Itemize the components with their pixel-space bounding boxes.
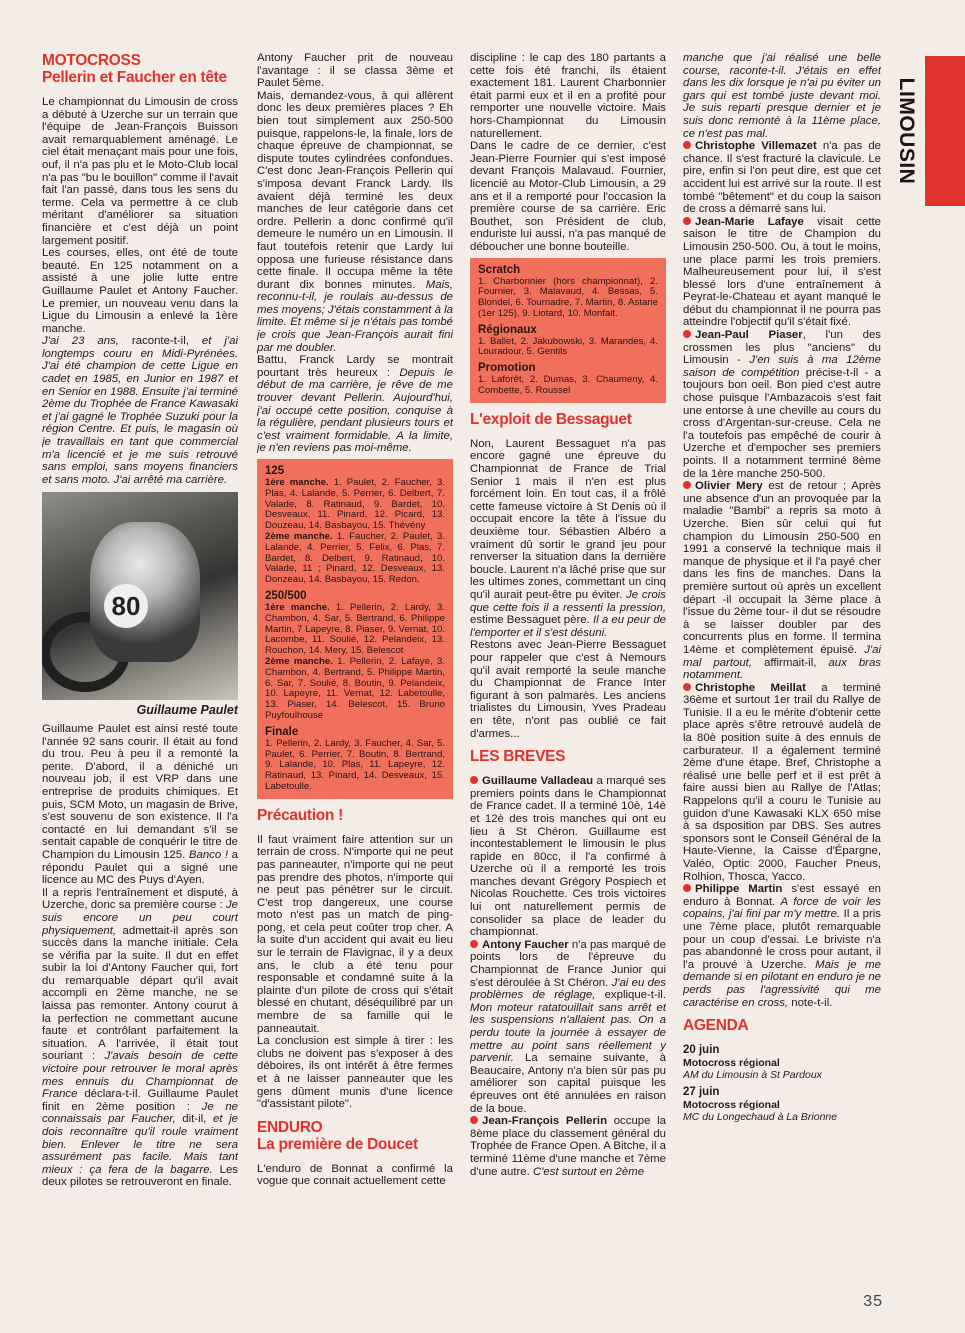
breve-item: Philippe Martin s'est essayé en enduro à Bonnat. A force de voir les copains, j'ai fini par m'y mettre. Il a pris une 7ème place, plutôt remarquable pour un coup d'essai. Le briviste n'a pas abandonné le cross pour autant, il l'a prouvé à Uzerche. Mais je me demande si en pilotant en enduro je ne perds pas l'agressivité qui me caractérise en cross, note-t-il.: [683, 883, 881, 1009]
paragraph: manche que j'ai réalisé une belle course, raconte-t-il. J'étais en effet dans les dix lorsque je n'ai pu éviter un gars qui est tombé juste devant moi. Je suis reparti presque dernier et je suis donc remonté à la 11ème place, ce n'est pas mal.: [683, 52, 881, 140]
section-color-tab: [925, 56, 965, 206]
breve-item: Guillaume Valladeau a marqué ses premiers points dans le Championnat de France cadet. Il a terminé 10è, 14è et 12è des trois manches qui ont eu lieu à St Chéron. Guillaume est incontestablement le limousin le plus rapide en 80cc, il l'a confirmé à Uzerche où il a remporté les trois manches devant Grégory Pospiech et Nicolas Rouchette. Ces trois victoires lui ont naturellement permis de consolider sa place de leader du championnat.: [470, 775, 666, 939]
paragraph: Le championnat du Limousin de cross a débuté à Uzerche sur un terrain que l'équipe de Jean-François Buisson avait remarquablement aménagé. Le ciel était menaçant mais pour une fois, ouf, il n'a pas plu et le Moto-Club local n'a pas "bu le bouillon" comme il l'avait fait l'an passé, dans tous les sens du terme. Cela va permettre à ce club méritant d'améliorer sa situation financière et c'est déjà un point largement positif.: [42, 96, 238, 247]
results-heading-promotion: Promotion: [478, 362, 536, 375]
bullet-icon: [683, 481, 691, 489]
enduro-kicker: ENDURO: [257, 1118, 323, 1136]
breve-item: Christophe Villemazet n'a pas de chance. Il s'est fracturé la clavicule. Le pire, enfin si l'on peut dire, est que cet accident lui est arrivé sur la route. Il est tombé "bêtement" et du coup la saison de cross a démarré sans lui.: [683, 140, 881, 216]
motocross-title: Pellerin et Faucher en tête: [42, 69, 227, 86]
motocross-kicker: MOTOCROSS: [42, 52, 141, 69]
bullet-icon: [683, 884, 691, 892]
bullet-icon: [683, 141, 691, 149]
agenda-headline: AGENDA: [683, 1017, 749, 1035]
breve-item: Jean-Marie Lafaye visait cette saison le titre de Champion du Limousin 250-500. Ou, à tout le moins, une place parmi les trois premiers. Malheureusement pour lui, il s'est blessé lors d'une entraînement à Peyrat-le-Chateau et ayant manqué le début du championnat il ne pourra pas atteindre l'objectif qu'il s'était fixé.: [683, 215, 881, 329]
section-label: LIMOUSIN: [895, 77, 918, 185]
paragraph: Il a repris l'entraînement et disputé, à Uzerche, donc sa première course : Je suis encore un peu court physiquement, admettait-il après son succès dans la manche initiale. Cela se vérifia par la suite. Il dut en effet subir la loi d'Antony Faucher qui, fort du remarquable départ qu'il avait accompli en 2ème manche, ne se laissa pas remonter. Antony courut à la perfection ne commettant aucune faute et contrôlant parfaitement la situation. A l'arrivée, il était tout souriant : J'avais besoin de cette victoire pour retrouver le moral après mes ennuis du Championnat de France déclara-t-il. Guillaume Paulet finit en 2ème position : Je ne connaissais par Faucher, dit-il, et je dois reconnaître qu'il roule vraiment bien. Enlever le titre ne sera assurément pas facile. Mais tant mieux : ça fera de la bagarre. Les deux pilotes se retrouveront en finale.: [42, 886, 238, 1189]
results-line: 1ère manche. 1. Pellerin, 2. Lardy, 3. Chambon, 4. Sar, 5. Bertrand, 6. Philippe Martin, 7 Lapeyre, 8. Piaser, 9. Vernat, 10. Lacombe, 11. Soulié, 12. Pelandeix, 13. Rouchon, 14. Mery, 15. Belescot: [265, 601, 445, 657]
agenda-place: MC du Longechaud à La Brionne: [683, 1111, 838, 1124]
results-heading-regionaux: Régionaux: [478, 323, 537, 336]
results-line: 1. Pellerin, 2. Lardy, 3. Faucher, 4. Sar, 5. Paulet, 6. Perrier, 7. Boutin, 8. Bertrand, 9. Lalande, 10. Plas, 11. Lapeyre, 12. Ratinaud, 13. Pinard, 14. Desveaux, 15. Labetoulle.: [265, 737, 445, 792]
bessaguet-headline: L'exploit de Bessaguet: [470, 410, 632, 428]
bullet-icon: [470, 940, 478, 948]
agenda-title: Motocross régional: [683, 1056, 780, 1069]
number-plate: 80: [104, 584, 148, 628]
paragraph: J'ai 23 ans, raconte-t-il, et j'ai longtemps couru en Midi-Pyrénées. J'ai été champion de cette Ligue en cadet en 1985, en Junior en 1987 et en Senior en 1988. Ensuite j'ai terminé 2ème du Trophée de France Kawasaki et j'ai gagné le Trophée Suzuki pour la région Centre. Et puis, le magasin où je travaillais en tant que commercial m'a licencié et je me suis retrouvé sans emploi, sans moyens financiers et sans moto. J'ai arrêté ma carrière.: [42, 335, 238, 486]
paragraph: Non, Laurent Bessaguet n'a pas encore gagné une épreuve du Championnat de France de Trial Senior 1 mais il n'en est plus forcément loin. En tout cas, il a frôlé cette fameuse victoire à St Denis où il occupait encore la tête à l'issue du deuxième tour. Sébastien Albéro a vraiment dû sortir le grand jeu pour renverser la situation dans la dernière boucle. Laurent n'a lâché prise que sur les ultimes zones, commettant un cinq qu'il aurait peut-être pu éviter. Je crois que cette fois il a ressenti la pression, estime Bessaguet père. Il a eu peur de l'emporter et il s'est désuni.: [470, 437, 666, 639]
results-heading-finale: Finale: [265, 725, 299, 738]
breve-item: Christophe Meillat a terminé 36ème et surtout 1er trail du Rallye de Tunisie. Il a eu le mérite d'obtenir cette place après s'être retrouvé audelà de la 80è position suite à des ennuis de carburateur. Il a également terminé 2ème d'une étape. Bref, Christophe a réalisé une belle perf et il est prêt à faire aussi bien au Rallye de l'Atlas; Rappelons qu'il a couru le Tunisie au guidon d'une Kawasaki KLX 650 mise à sa dsposition par DBS. Ses autres sponsors sont le Conseil Général de la Haute-Vienne, la Caisse d'Épargne, Valéo, Optic 2000, Faucher Pneus, Rolhion, Thoscа, Yacco.: [683, 681, 881, 883]
paragraph: Il faut vraiment faire attention sur un terrain de cross. N'importe qui ne peut pas panneauter, n'importe qui ne peut pas prendre des photos, n'importe qui ne peut pas pénétrer sur le circuit. C'est trop dangereux, une course moto n'est pas un match de ping-pong, et cela peut coûter trop cher. A la suite d'un accident qui avait eu lieu sur le terrain de Flavignac, il y a deux ans, le club a été tenu pour responsable et condamné suite à la plainte d'un pilote de cross qui s'était blessé en chutant, déséquilibré par un membre de sa famille qui le panneautait.: [257, 833, 453, 1035]
column-2: [257, 52, 453, 1309]
motocross-headline: [42, 52, 238, 86]
paragraph: discipline : le cap des 180 partants a cette fois été franchi, ils étaient exactement 181. Laurent Charbonnier était parmi eux et il en a profité pour remporter une nouvelle victoire. Mais hors-Championnat du Limousin naturellement.: [470, 52, 666, 140]
paragraph: Restons avec Jean-Pierre Bessaguet pour rappeler que c'est à Nemours qu'il avait remporté la seule manche du Championnat de France Inter figurant à son palmarès. Les anciens trialistes du Limousin, Yves Pradeau en tête, n'ont pas oublié ce fait d'armes...: [470, 639, 666, 740]
bullet-icon: [683, 330, 691, 338]
results-line: 1. Ballet, 2. Jakubowski, 3. Marandes, 4. Louradour, 5. Gentils: [478, 335, 658, 358]
page-number: 35: [863, 1293, 883, 1310]
breve-item: Jean-Paul Piaser, l'un des crossmen les plus "anciens" du Limousin - J'en suis à ma 12ème saison de compétition précise-t-il - a toujours bon oeil. Bon pied c'est autre chose puisque l'Ambazacois s'est fait une entorse à une cheville au cours du cross d'Argentan-sur-creuse. Cela ne l'a toutefois pas empêché de courir à Uzerche et d'empocher ses premiers points. Il a notamment terminé 8ème de la 1ère manche 250-500.: [683, 329, 881, 480]
results-line: 1. Laforêt, 2. Dumas, 3. Chaumeny, 4. Combette, 5. Roussel: [478, 374, 658, 397]
column-3: [470, 52, 666, 1309]
breve-item: Olivier Mery est de retour ; Après une absence d'un an provoquée par la maladie "Bambi" a repris sa moto à Uzerche. Bien sûr celui qui fut champion du Limousin 250-500 en 1991 a conservé la technique mais il manque de physique et il l'a payé cher dans les fins de manches. Dans la première surtout où après un excellent départ -il occupait la 3ème place à l'issue du 2ème tour- il dut se résoudre à se laisser doubler par des concurrents plus en forme. Il termina 14ème et complètement épuisé. J'ai mal partout, affirmait-il, aux bras notamment.: [683, 480, 881, 682]
photo-caption: Guillaume Paulet: [136, 703, 238, 718]
paragraph: Antony Faucher prit de nouveau l'avantage : il se classa 3ème et Paulet 5ème.: [257, 52, 453, 90]
paragraph: Guillaume Paulet est ainsi resté toute l'année 92 sans courir. Il était au fond du trou. Peu à peu il a remonté la pente. D'abord, il a déniché un nouveau job, il est VRP dans une entreprise de produits chimiques. Et puis, SCM Moto, un magasin de Brive, s'est souvenu de son existence. Il l'a contacté en lui demandant s'il se sentait capable de conquérir le titre de Champion du Limousin 125. Banco ! a répondu Paulet qui a signé une licence au MC des Puys d'Ayen.: [42, 723, 238, 887]
results-line: 2ème manche. 1. Faucher, 2. Paulet, 3. Lalande, 4. Perrier, 5. Felix, 6. Plas, 7. Bardet, 8. Delbert, 9. Ratinaud, 10. Valade, 11 ; Pinard, 12. Desveaux, 13. Donzeau, 14. Basbayou, 15. Redon.: [265, 530, 445, 586]
paragraph: Dans le cadre de ce dernier, c'est Jean-Pierre Fournier qui s'est imposé devant François Malavaud. Fournier, licencié au Motor-Club Limousin, a 29 ans et il a remporté pour l'occasion la première course de sa carrière. Eric Bouthet, son Président de club, enduriste lui aussi, n'a pas manqué de déboucher une bonne bouteille.: [470, 140, 666, 253]
paragraph: Les courses, elles, ont été de toute beauté. En 125 notamment on a assisté à une jolie lutte entre Guillaume Paulet et Antony Faucher. Le premier, un nouveau venu dans la Ligue du Limousin a enlevé la 1ère manche.: [42, 247, 238, 335]
agenda-place: AM du Limousin à St Pardoux: [683, 1069, 822, 1082]
results-heading-scratch: Scratch: [478, 263, 521, 276]
results-box-enduro: [470, 258, 666, 403]
agenda-date: 20 juin: [683, 1044, 720, 1057]
agenda-title: Motocross régional: [683, 1098, 780, 1111]
breve-item: Jean-François Pellerin occupe la 8ème place du classement général du Trophée de France Open. A Bitche, il a terminé 11ème d'une manche et 7ème d'une autre. C'est surtout en 2ème: [470, 1115, 666, 1178]
bullet-icon: [683, 217, 691, 225]
bullet-icon: [470, 776, 478, 784]
results-line: 1ère manche. 1. Paulet, 2. Faucher, 3. Plas, 4. Lalande, 5. Perrier, 6. Delbert, 7. Valade, 8. Ratinaud, 9. Bardet, 10. Desveaux, 11. Pinard, 12. Picard, 13. Douzeau, 14. Basbayou, 15. Thévény: [265, 477, 445, 532]
results-heading-250-500: 250/500: [265, 589, 307, 602]
rider-photo: [42, 492, 238, 700]
agenda-item: [683, 1086, 881, 1124]
paragraph: Mais, demandez-vous, à qui allèrent donc les deux premières places ? Eh bien tout simplement aux 250-500 puisque, rappelons-le, la finale, lors de chaque épreuve de championnat, se dispute toutes cylindrées confondues. C'est donc Jean-François Pellerin qui s'imposa devant Franck Lardy. Ils avaient déjà terminé les deux manches de leur catégorie dans cet ordre. Pellerin a donc confirmé qu'il demeure le numéro un en Limousin. Il faut toutefois retenir que Lardy lui opposa une furieuse résistance dans cette finale. Il occupa même la tête durant dix bonnes minutes. Mais, reconnu-t-il, je roulais au-dessus de mes moyens; J'étais constamment à la limite. Et même si je n'étais pas tombé je crois que Jean-François aurait fini par me doubler.: [257, 89, 453, 354]
column-4: [683, 52, 881, 1309]
breves-headline: LES BREVES: [470, 748, 566, 766]
results-box-motocross: [257, 459, 453, 799]
enduro-title: La première de Doucet: [257, 1135, 418, 1153]
agenda-date: 27 juin: [683, 1085, 720, 1098]
agenda-item: [683, 1044, 881, 1082]
paragraph: L'enduro de Bonnat a confirmé la vogue que connait actuellement cette: [257, 1162, 453, 1188]
bullet-icon: [470, 1116, 478, 1124]
results-line: 2ème manche. 1. Pellerin, 2. Lafaye, 3. Chambon, 4. Bertrand, 5. Philippe Martin, 6. Sar, 7. Soulié, 8. Boutin, 9. Pelandeix, 10. Lapeyre, 11. Vernat, 12. Labetoulle, 13. Piaser, 14. Belescot, 15. Bruno Puyfoulhouse: [265, 655, 445, 721]
paragraph: Battu, Franck Lardy se montrait pourtant très heureux : Depuis le début de ma carrière, je rêve de me trouver devant Pellerin. Aujourd'hui, j'ai occupé cette position, conquise à la régulière, pendant plusieurs tours et c'est vraiment formidable. A la limite, je n'en reviens pas moi-même.: [257, 354, 453, 455]
precaution-headline: Précaution !: [257, 806, 343, 824]
results-heading-125: 125: [265, 465, 285, 477]
breve-item: Antony Faucher n'a pas marqué de points lors de l'épreuve du Championnat de France Junior qui s'est déroulée à St Chéron. J'ai eu des problèmes de réglage, explique-t-il. Mon moteur ratatouillait sans arrêt et les suspensions n'allaient pas. On a perdu toute la journée à essayer de mettre au point sans réellement y parvenir. La semaine suivante, à Beaucaire, Antony n'a bien sûr pas pu améliorer son capital puisque les épreuves ont été annulées en raison de la boue.: [470, 938, 666, 1115]
column-1: [42, 52, 238, 1309]
enduro-headline: [257, 1119, 453, 1153]
photo-rider: [90, 522, 200, 662]
bullet-icon: [683, 683, 691, 691]
results-line: 1. Charbonnier (hors championnat), 2. Fournier, 3. Malavaud, 4. Bessas, 5. Blondel, 6. Tournadre, 7. Martin, 8. Astarie (1er 125), 9. Liotard, 10. Monfait.: [478, 275, 658, 319]
paragraph: La conclusion est simple à tirer : les clubs ne doivent pas s'exposer à des déboires, ils ont intérêt à être fermes et à ne laisser panneauter que les gens dûment munis d'une licence "d'assistant pilote".: [257, 1035, 453, 1111]
